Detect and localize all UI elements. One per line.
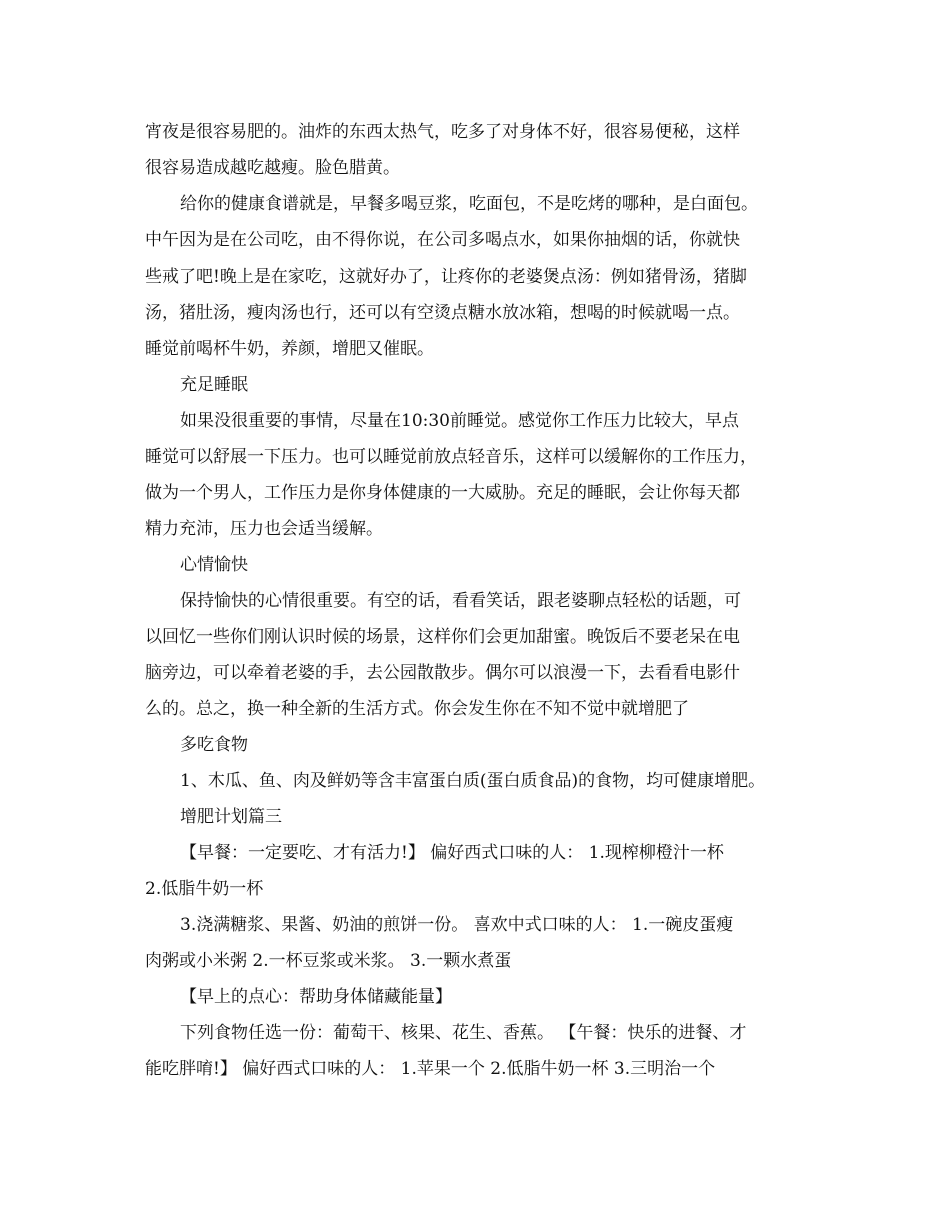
text-line-6: 汤，猪肚汤，瘦肉汤也行，还可以有空烫点糖水放冰箱，想喝的时候就喝一点。 (145, 303, 740, 323)
text-line-14: 保持愉快的心情很重要。有空的话，看看笑话，跟老婆聊点轻松的话题，可 (180, 591, 741, 611)
text-line-26: 下列食物任选一份：葡萄干、核果、花生、香蕉。 【午餐：快乐的进餐、才 (180, 1023, 747, 1043)
section-heading-sleep: 充足睡眠 (180, 375, 248, 395)
text-line-12: 精力充沛，压力也会适当缓解。 (145, 519, 383, 539)
text-line-5: 些戒了吧!晚上是在家吃，这就好办了，让疼你的老婆煲点汤：例如猪骨汤，猪脚 (145, 267, 747, 287)
text-line-15: 以回忆一些你们刚认识时候的场景，这样你们会更加甜蜜。晚饭后不要老呆在电 (145, 627, 740, 647)
text-line-16: 脑旁边，可以牵着老婆的手，去公园散散步。偶尔可以浪漫一下，去看看电影什 (145, 663, 740, 683)
text-line-27: 能吃胖唷!】 偏好西式口味的人： 1.苹果一个 2.低脂牛奶一杯 3.三明治一个 (145, 1059, 716, 1079)
text-line-7: 睡觉前喝杯牛奶，养颜，增肥又催眠。 (145, 339, 434, 359)
text-line-4: 中午因为是在公司吃，由不得你说，在公司多喝点水，如果你抽烟的话，你就快 (145, 230, 740, 250)
text-line-11: 做为一个男人，工作压力是你身体健康的一大威胁。充足的睡眠，会让你每天都 (145, 483, 740, 503)
section-heading-plan-three: 增肥计划篇三 (180, 807, 282, 827)
text-line-21: 【早餐：一定要吃、才有活力!】 偏好西式口味的人： 1.现榨柳橙汁一杯 (180, 843, 724, 863)
text-line-24: 肉粥或小米粥 2.一杯豆浆或米浆。 3.一颗水煮蛋 (145, 951, 512, 971)
text-line-19: 1、木瓜、鱼、肉及鲜奶等含丰富蛋白质(蛋白质食品)的食物，均可健康增肥。 (180, 771, 766, 791)
text-line-17: 么的。总之，换一种全新的生活方式。你会发生你在不知不觉中就增肥了 (145, 699, 689, 719)
text-line-10: 睡觉可以舒展一下压力。也可以睡觉前放点轻音乐，这样可以缓解你的工作压力， (145, 447, 757, 467)
text-line-2: 很容易造成越吃越瘦。脸色腊黄。 (145, 158, 400, 178)
section-heading-food: 多吃食物 (180, 735, 248, 755)
text-line-23: 3.浇满糖浆、果酱、奶油的煎饼一份。 喜欢中式口味的人： 1.一碗皮蛋瘦 (180, 915, 734, 935)
section-heading-mood: 心情愉快 (180, 555, 248, 575)
text-line-25: 【早上的点心：帮助身体储藏能量】 (180, 987, 452, 1007)
text-line-1: 宵夜是很容易肥的。油炸的东西太热气，吃多了对身体不好，很容易便秘，这样 (145, 122, 740, 142)
text-line-9: 如果没很重要的事情，尽量在10:30前睡觉。感觉你工作压力比较大，早点 (180, 411, 739, 431)
text-line-22: 2.低脂牛奶一杯 (145, 879, 264, 899)
text-line-3: 给你的健康食谱就是，早餐多喝豆浆，吃面包，不是吃烤的哪种，是白面包。 (180, 194, 758, 214)
